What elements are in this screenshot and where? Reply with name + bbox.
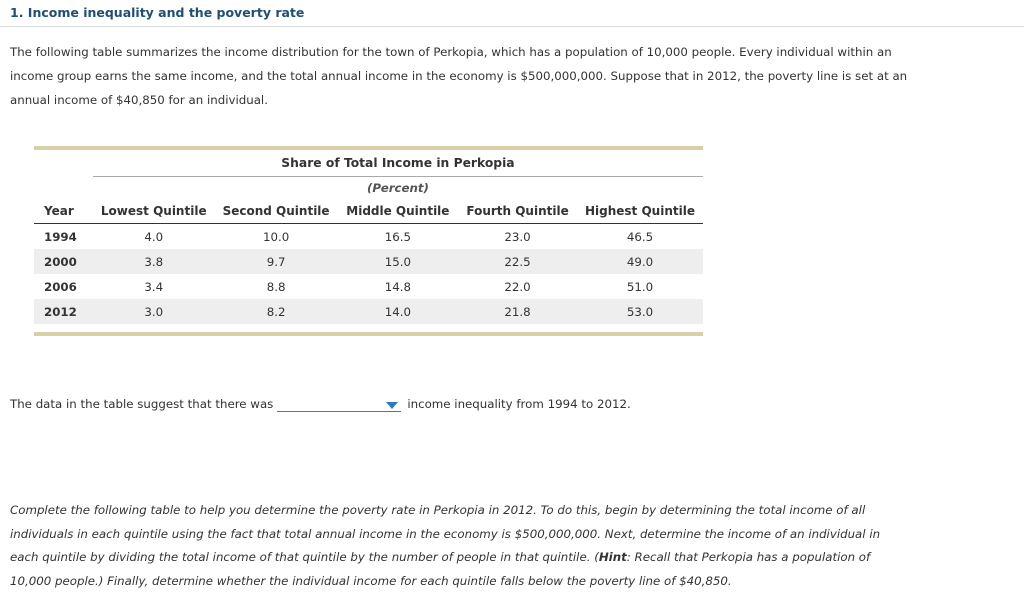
table-cell: 51.0	[626, 279, 654, 294]
caret-down-icon	[386, 402, 398, 409]
table-cell: 53.0	[577, 299, 703, 324]
income-table	[34, 146, 703, 336]
table-cell: 22.5	[458, 249, 577, 274]
table-cell: 4.0	[144, 229, 164, 244]
inequality-dropdown[interactable]	[277, 397, 401, 412]
col-header-middle: Middle Quintile	[338, 199, 459, 224]
table-cell: 16.5	[384, 229, 411, 244]
col-header-fourth: Fourth Quintile	[458, 199, 577, 224]
table-row	[34, 299, 703, 324]
instructions-paragraph	[10, 499, 910, 593]
table-row	[34, 224, 703, 250]
year-cell: 2000	[34, 249, 93, 274]
table-cell: 14.8	[384, 279, 411, 294]
table-title: Share of Total Income in Perkopia	[281, 156, 515, 170]
year-cell: 2006	[44, 279, 77, 294]
inequality-question	[10, 394, 631, 414]
instructions-text-2: : Recall that Perkopia has a population of 10,000 people.) Finally, determine whether the individual income for each quintile falls below the poverty line of $40,850.	[10, 550, 871, 588]
col-header-second: Second Quintile	[215, 199, 338, 224]
table-row	[34, 249, 703, 274]
col-header-year: Year	[34, 199, 93, 224]
table-cell: 3.8	[93, 249, 215, 274]
intro-paragraph: The following table summarizes the income distribution for the town of Perkopia, which has a population of 10,000 people. Every individual within an income group earns the same income, and the total annual income in the economy is $500,000,000. Suppose that in 2012, the poverty line is set at an annual income of $40,850 for an individual.	[10, 45, 908, 107]
instructions-text-1: Complete the following table to help you determine the poverty rate in Perkopia in 2012. To do this, begin by determining the total income of all individuals in each quintile using the fact that total annual income in the economy is $500,000,000. Next, determine the income of an individual in each quintile by dividing the total income of that quintile by the number of people in that quintile. (	[10, 503, 881, 565]
hint-label: Hint	[598, 550, 627, 565]
table-bottom-bar	[34, 332, 703, 336]
question-text-before: The data in the table suggest that there was	[10, 397, 274, 411]
table-units: (Percent)	[93, 177, 703, 200]
table-cell: 3.4	[144, 279, 164, 294]
table-row	[34, 274, 703, 299]
col-header-lowest: Lowest Quintile	[93, 199, 215, 224]
year-cell: 1994	[44, 229, 77, 244]
year-cell: 2012	[34, 299, 93, 324]
table-cell: 23.0	[504, 229, 531, 244]
table-cell: 15.0	[338, 249, 459, 274]
col-header-highest: Highest Quintile	[577, 199, 703, 224]
table-cell: 9.7	[215, 249, 338, 274]
table-cell: 14.0	[338, 299, 459, 324]
table-cell: 46.5	[626, 229, 654, 244]
table-cell: 22.0	[504, 279, 531, 294]
page-heading: 1. Income inequality and the poverty rate	[10, 5, 305, 20]
question-text-after: income inequality from 1994 to 2012.	[407, 397, 631, 411]
table-cell: 21.8	[458, 299, 577, 324]
heading-divider	[0, 26, 1024, 27]
table-cell: 49.0	[577, 249, 703, 274]
table-cell: 10.0	[262, 229, 290, 244]
table-cell: 8.2	[215, 299, 338, 324]
table-cell: 3.0	[93, 299, 215, 324]
table-cell: 8.8	[266, 279, 286, 294]
